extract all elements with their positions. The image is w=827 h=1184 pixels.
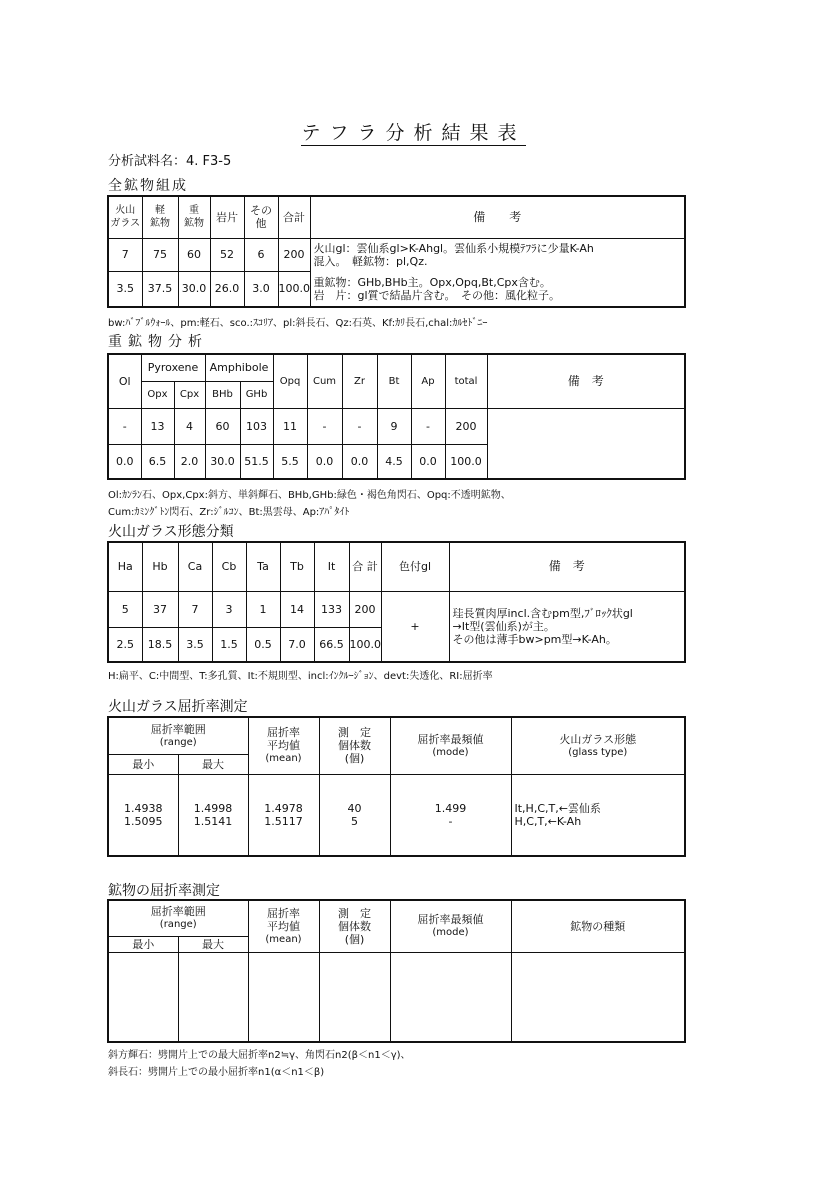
value: - <box>448 814 453 828</box>
header-cell: 重 鉱物 <box>178 196 210 238</box>
table-cell: 51.5 <box>240 444 273 479</box>
table-cell <box>390 952 511 1042</box>
kind-header: 鉱物の種類 <box>511 900 685 952</box>
header-cell: Bt <box>377 354 411 408</box>
footnote: 斜方輝石：劈開片上での最大屈折率n2≒γ、角閃石n2(β＜n1＜γ)、 <box>108 1050 411 1061</box>
value: 1.5141 <box>193 814 233 828</box>
table-cell: 103 <box>240 408 273 444</box>
header-cell: 最大 <box>178 754 248 774</box>
header-cell: 最大 <box>178 936 248 952</box>
header-cell: その 他 <box>244 196 278 238</box>
header-cell: 色付gl <box>381 542 449 591</box>
table-cell: 3 <box>212 591 246 627</box>
table-cell: 200 <box>278 238 310 271</box>
table-cell: 60 <box>205 408 240 444</box>
footnote: 斜長石：劈開片上での最小屈折率n1(α＜n1＜β) <box>108 1067 325 1078</box>
header-cell: 火山 ガラス <box>108 196 142 238</box>
table-cell: 0.0 <box>307 444 342 479</box>
table-cell <box>319 774 390 856</box>
header-cell: Tb <box>280 542 314 591</box>
glass-form-table <box>107 541 686 663</box>
header-cell: Ol <box>108 354 141 408</box>
table-cell: 100.0 <box>445 444 487 479</box>
section-title-heavy: 重鉱物分析 <box>108 334 208 350</box>
value: 1.4938 <box>124 801 163 815</box>
header-cell: Cpx <box>174 381 205 408</box>
sample-name: 分析試料名：4. F3-5 <box>108 154 232 169</box>
header-label: (mode) <box>432 746 469 758</box>
header-cell: Ha <box>108 542 142 591</box>
header-cell: 軽 鉱物 <box>142 196 178 238</box>
table-cell: 75 <box>142 238 178 271</box>
header-cell: Opx <box>141 381 174 408</box>
abbrev-note: Ol:ｶﾝﾗﾝ石、Opx,Cpx:斜方、単斜輝石、BHb,GHb:緑色・褐色角閃石、Opq:不透明鉱物、 <box>108 490 511 501</box>
header-label: 測 定 <box>338 726 371 740</box>
header-cell: 合 計 <box>349 542 381 591</box>
table-cell: 66.5 <box>314 627 349 662</box>
table-cell: 9 <box>377 408 411 444</box>
table-cell: 7.0 <box>280 627 314 662</box>
table-cell: 52 <box>210 238 244 271</box>
table-cell: 3.0 <box>244 271 278 307</box>
header-label: (個) <box>344 932 365 946</box>
table-cell <box>511 952 685 1042</box>
table-cell: - <box>342 408 377 444</box>
table-cell: 2.0 <box>174 444 205 479</box>
table-cell: 30.0 <box>178 271 210 307</box>
mineral-ri-table <box>107 899 686 1043</box>
header-label: 屈折率範囲 <box>150 905 206 919</box>
mode-header <box>390 717 511 774</box>
header-label: (mode) <box>432 927 469 939</box>
header-label: (range) <box>159 736 197 748</box>
table-cell: 4.5 <box>377 444 411 479</box>
table-cell: - <box>307 408 342 444</box>
header-label: 屈折率 <box>267 726 300 740</box>
header-label: 屈折率最頻値 <box>417 732 484 746</box>
table-cell: 0.0 <box>342 444 377 479</box>
table-cell: 7 <box>178 591 212 627</box>
header-cell: Amphibole <box>205 354 273 381</box>
header-cell: 備 考 <box>449 542 685 591</box>
value: 40 <box>347 801 362 815</box>
table-cell: 1.5 <box>212 627 246 662</box>
table-cell <box>248 774 319 856</box>
table-cell: 133 <box>314 591 349 627</box>
table-cell <box>390 774 511 856</box>
remark-line: 火山gl：雲仙系gl>K-Ahgl。雲仙系小規模ﾃﾌﾗに少量K-Ah <box>313 241 594 255</box>
header-label: (glass type) <box>568 746 628 758</box>
type-header <box>511 717 685 774</box>
section-title-glass-form: 火山ガラス形態分類 <box>108 524 234 540</box>
heavy-mineral-table <box>107 353 686 480</box>
header-cell: It <box>314 542 349 591</box>
table-cell: 3.5 <box>108 271 142 307</box>
abbrev-note: H:扁平、C:中間型、T:多孔質、It:不規則型、incl:ｲﾝｸﾙｰｼﾞｮﾝ、devt:失透化、RI:屈折率 <box>108 671 493 682</box>
header-label: 火山ガラス形態 <box>559 732 637 746</box>
table-cell <box>108 774 178 856</box>
table-cell <box>178 952 248 1042</box>
value: 5 <box>351 814 358 828</box>
remark-line: 珪長質肉厚incl.含むpm型,ﾌﾞﾛｯｸ状gl <box>452 606 633 620</box>
header-label: 測 定 <box>338 906 371 920</box>
header-cell: Pyroxene <box>141 354 205 381</box>
header-cell: Cb <box>212 542 246 591</box>
header-cell: GHb <box>240 381 273 408</box>
table-cell: 3.5 <box>178 627 212 662</box>
table-cell: 26.0 <box>210 271 244 307</box>
header-label: (mean) <box>265 933 302 945</box>
header-cell: Hb <box>142 542 178 591</box>
glass-ri-table <box>107 716 686 857</box>
value: 1.4978 <box>264 801 303 815</box>
remark-line: 重鉱物：GHb,BHb主。Opx,Opq,Bt,Cpx含む。 <box>313 275 551 289</box>
table-cell: 5.5 <box>273 444 307 479</box>
mean-header <box>248 717 319 774</box>
range-header <box>108 900 248 936</box>
table-cell: 6 <box>244 238 278 271</box>
table-cell: 100.0 <box>349 627 381 662</box>
value: 1.5095 <box>124 814 163 828</box>
table-cell: 100.0 <box>278 271 310 307</box>
remark-line: その他は薄手bw>pm型→K-Ah。 <box>452 632 617 646</box>
value: 1.499 <box>434 801 467 815</box>
value: 1.4998 <box>193 801 233 815</box>
table-cell: 2.5 <box>108 627 142 662</box>
header-cell: Ta <box>246 542 280 591</box>
table-cell: 5 <box>108 591 142 627</box>
remarks-cell <box>310 238 685 271</box>
count-header <box>319 717 390 774</box>
count-header <box>319 900 390 952</box>
table-cell: 0.0 <box>108 444 141 479</box>
header-label: 屈折率最頻値 <box>417 913 484 927</box>
table-cell: - <box>108 408 141 444</box>
header-cell: 岩片 <box>210 196 244 238</box>
remarks-cell <box>310 271 685 307</box>
table-cell: 37.5 <box>142 271 178 307</box>
remarks-cell <box>487 408 685 479</box>
header-label: (range) <box>159 919 197 931</box>
value: H,C,T,←K-Ah <box>514 814 582 828</box>
section-title-mineral-total: 全鉱物組成 <box>108 178 188 194</box>
header-cell: Opq <box>273 354 307 408</box>
header-label: 屈折率範囲 <box>150 722 206 736</box>
abbrev-note: bw:ﾊﾞﾌﾞﾙｳｫｰﾙ、pm:軽石、sco.:ｽｺﾘｱ、pl:斜長石、Qz:石英、Kf:ｶﾘ長石,chal:ｶﾙｾﾄﾞﾆｰ <box>108 318 488 329</box>
remarks-cell <box>449 591 685 662</box>
colored-glass-cell: + <box>381 591 449 662</box>
value: It,H,C,T,←雲仙系 <box>514 801 601 815</box>
table-cell <box>108 952 178 1042</box>
header-cell: Ca <box>178 542 212 591</box>
table-cell: - <box>411 408 445 444</box>
table-cell <box>319 952 390 1042</box>
header-label: 平均値 <box>267 739 300 753</box>
table-cell: 0.0 <box>411 444 445 479</box>
header-label: 平均値 <box>267 919 300 933</box>
table-cell: 1 <box>246 591 280 627</box>
table-cell: 37 <box>142 591 178 627</box>
table-cell <box>511 774 685 856</box>
page-title: テフラ分析結果表 <box>301 122 526 144</box>
table-cell: 18.5 <box>142 627 178 662</box>
table-cell: 11 <box>273 408 307 444</box>
remark-line: 岩 片：gl質で結晶片含む。 その他：風化粒子。 <box>313 288 561 302</box>
header-cell: BHb <box>205 381 240 408</box>
table-cell: 4 <box>174 408 205 444</box>
table-cell <box>178 774 248 856</box>
range-header <box>108 717 248 754</box>
table-cell: 200 <box>349 591 381 627</box>
header-cell: 備 考 <box>310 196 685 238</box>
header-cell: 最小 <box>108 936 178 952</box>
table-cell: 14 <box>280 591 314 627</box>
section-title-glass-ri: 火山ガラス屈折率測定 <box>108 699 248 715</box>
table-cell: 7 <box>108 238 142 271</box>
table-cell: 13 <box>141 408 174 444</box>
table-cell: 0.5 <box>246 627 280 662</box>
mode-header <box>390 900 511 952</box>
remark-line: →It型(雲仙系)が主。 <box>452 619 555 633</box>
table-cell: 60 <box>178 238 210 271</box>
value: 1.5117 <box>264 814 303 828</box>
header-cell: Cum <box>307 354 342 408</box>
table-cell: 200 <box>445 408 487 444</box>
header-label: 屈折率 <box>267 906 300 920</box>
section-title-mineral-ri: 鉱物の屈折率測定 <box>108 883 220 899</box>
remark-line: 混入。 軽鉱物：pl,Qz. <box>313 254 428 268</box>
mean-header <box>248 900 319 952</box>
header-cell: 合計 <box>278 196 310 238</box>
header-label: 個体数 <box>338 919 371 933</box>
table-cell: 6.5 <box>141 444 174 479</box>
abbrev-note: Cum:ｶﾐﾝｸﾞﾄﾝ閃石、Zr:ｼﾞﾙｺﾝ、Bt:黒雲母、Ap:ｱﾊﾟﾀｲﾄ <box>108 507 350 518</box>
mineral-total-table <box>107 195 686 308</box>
header-cell: Zr <box>342 354 377 408</box>
header-label: (mean) <box>265 753 302 765</box>
header-cell: total <box>445 354 487 408</box>
header-cell: Ap <box>411 354 445 408</box>
table-cell <box>248 952 319 1042</box>
header-cell: 備 考 <box>487 354 685 408</box>
header-cell: 最小 <box>108 754 178 774</box>
header-label: (個) <box>344 752 365 766</box>
table-cell: 30.0 <box>205 444 240 479</box>
header-label: 個体数 <box>338 739 371 753</box>
